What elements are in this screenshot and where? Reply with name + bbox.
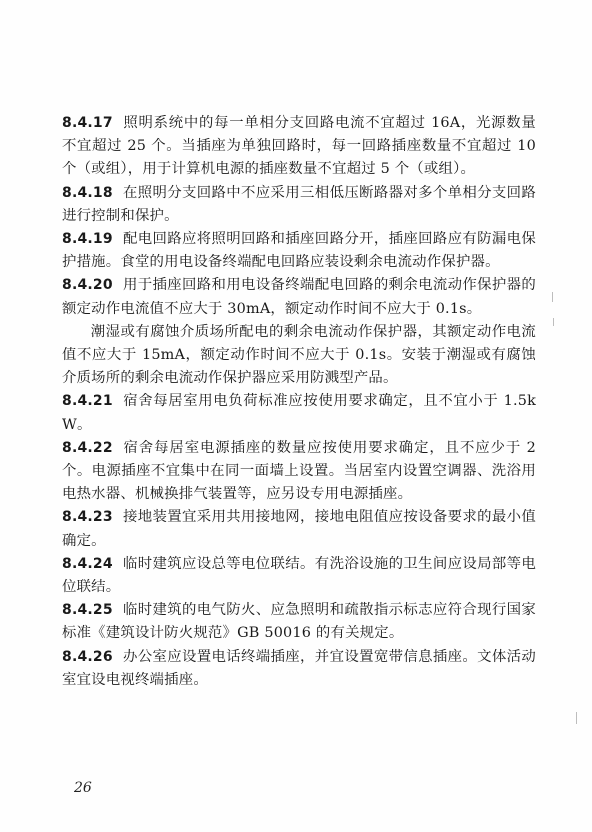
clause-number: 8.4.21 xyxy=(62,393,113,410)
clause-number: 8.4.26 xyxy=(62,648,113,665)
clause-number: 8.4.19 xyxy=(62,231,113,248)
clause-8-4-24 xyxy=(62,553,536,599)
clause-number: 8.4.17 xyxy=(62,115,113,131)
scan-speck xyxy=(576,712,577,724)
clause-text: 临时建筑的电气防火、应急照明和疏散指示标志应符合现行国家标准《建筑设计防火规范》GB 50016 的有关规定。 xyxy=(62,602,536,642)
clause-text: 配电回路应将照明回路和插座回路分开，插座回路应有防漏电保护措施。食堂的用电设备终端配电回路应装设剩余电流动作保护器。 xyxy=(62,231,536,271)
clause-text: 办公室应设置电话终端插座，并宜设置宽带信息插座。文体活动室宜设电视终端插座。 xyxy=(62,648,536,688)
clause-text: 潮湿或有腐蚀介质场所配电的剩余电流动作保护器，其额定动作电流值不应大于 15mA，额定动作时间不应大于 0.1s。安装于潮湿或有腐蚀介质场所的剩余电流动作保护器应采用防溅型产品。 xyxy=(62,323,536,387)
document-body xyxy=(62,112,536,692)
clause-number: 8.4.18 xyxy=(62,184,113,201)
clause-text: 照明系统中的每一单相分支回路电流不宜超过 16A，光源数量不宜超过 25 个。当插座为单独回路时，每一回路插座数量不宜超过 10 个（或组），用于计算机电源的插座数量不宜超过 5 个（或组）。 xyxy=(62,115,536,178)
clause-8-4-22 xyxy=(62,437,536,507)
clause-8-4-19 xyxy=(62,228,536,274)
scan-speck xyxy=(552,292,553,302)
clause-8-4-26 xyxy=(62,646,536,692)
clause-8-4-18 xyxy=(62,182,536,228)
clause-8-4-23 xyxy=(62,506,536,552)
page-number: 26 xyxy=(74,780,92,796)
clause-text: 接地装置宜采用共用接地网，接地电阻值应按设备要求的最小值确定。 xyxy=(62,509,536,549)
clause-8-4-25 xyxy=(62,599,536,645)
clause-text: 在照明分支回路中不应采用三相低压断路器对多个单相分支回路进行控制和保护。 xyxy=(62,184,536,224)
clause-8-4-17 xyxy=(62,112,536,182)
scan-speck xyxy=(553,318,554,326)
clause-number: 8.4.24 xyxy=(62,555,113,572)
clause-8-4-20 xyxy=(62,274,536,320)
clause-number: 8.4.25 xyxy=(62,602,113,619)
clause-text: 宿舍每居室用电负荷标准应按使用要求确定，且不宜小于 1.5kW。 xyxy=(62,393,536,433)
clause-8-4-20-continuation xyxy=(62,321,536,391)
clause-text: 临时建筑应设总等电位联结。有洗浴设施的卫生间应设局部等电位联结。 xyxy=(62,555,536,596)
clause-number: 8.4.22 xyxy=(62,439,113,456)
clause-number: 8.4.20 xyxy=(62,277,113,294)
clause-number: 8.4.23 xyxy=(62,509,113,526)
clause-text: 用于插座回路和用电设备终端配电回路的剩余电流动作保护器的额定动作电流值不应大于 30mA，额定动作时间不应大于 0.1s。 xyxy=(62,277,536,317)
clause-8-4-21 xyxy=(62,390,536,436)
clause-text: 宿舍每居室电源插座的数量应按使用要求确定，且不应少于 2 个。电源插座不宜集中在同一面墙上设置。当居室内设置空调器、洗浴用电热水器、机械换排气装置等，应另设专用电源插座。 xyxy=(62,439,536,503)
